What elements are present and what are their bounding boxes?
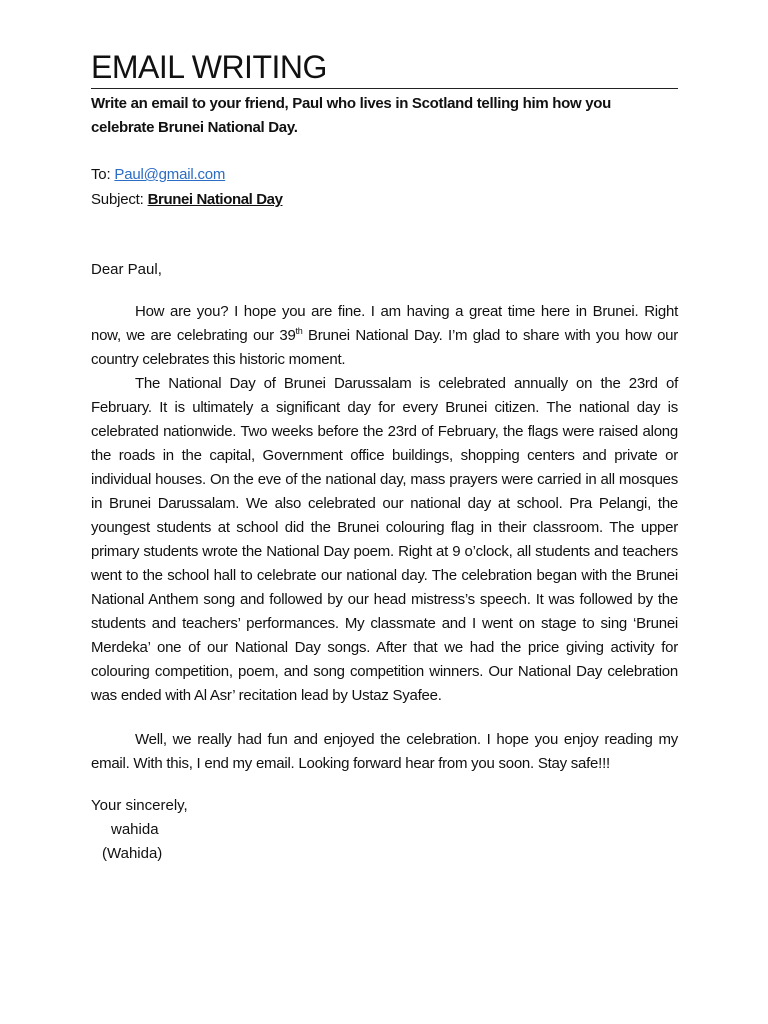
full-name: (Wahida) — [102, 845, 163, 862]
subject-label: Subject: — [91, 191, 148, 208]
document-page — [91, 48, 678, 866]
paragraph-conclusion: Well, we really had fun and enjoyed the celebration. I hope you enjoy reading my email. With this, I end my email. Looking forward hear from you soon. Stay safe!!! — [91, 731, 678, 772]
email-header — [91, 162, 678, 212]
subject-row — [91, 187, 678, 212]
paragraph-celebration: The National Day of Brunei Darussalam is celebrated annually on the 23rd of February. It is ultimately a significant day for every Brunei citizen. The national day is celebrated nationwide. Two weeks before the 23rd of February, the flags were raised along the roads in the capital, Government office buildings, shopping centers and private or individual houses. On the eve of the national day, mass prayers were carried in all mosques in Brunei Darussalam. We also celebrated our national day at school. Pra Pelangi, the youngest students at school did the Brunei colouring flag in their classroom. The upper primary students wrote the National Day poem. Right at 9 o’clock, all students and teachers went to the school hall to celebrate our national day. The celebration began with the Brunei National Anthem song and followed by our head mistress’s speech. It was followed by the students and teachers’ performances. My classmate and I went on stage to sing ‘Brunei Merdeka’ one of our National Day songs. After that we had the price giving activity for colouring competition, poem, and song competition winners. Our National Day celebration was ended with Al Asr’ recitation lead by Ustaz Syafee. — [91, 375, 678, 704]
letter-body — [91, 300, 678, 776]
letter-greeting: Dear Paul, — [91, 261, 162, 278]
paragraph-intro — [91, 300, 678, 372]
ordinal-suffix: th — [295, 326, 303, 336]
to-row — [91, 162, 678, 187]
sign-off: Your sincerely, — [91, 797, 188, 814]
page-title: EMAIL WRITING — [91, 48, 678, 89]
paragraph-intro-end: Brunei National Day. I’m glad to share with you how our country celebrates this historic moment. — [91, 327, 678, 368]
paragraph-intro-start: How are you? I hope you are fine. I am having a great time here in Brunei. Right now, we are celebrating our 39 — [91, 303, 678, 344]
letter-closing — [91, 794, 678, 866]
signature: wahida — [111, 821, 159, 838]
recipient-email-link[interactable]: Paul@gmail.com — [114, 166, 226, 183]
to-label: To: — [91, 166, 115, 183]
task-instruction: Write an email to your friend, Paul who lives in Scotland telling him how you celebrate Brunei National Day. — [91, 95, 612, 136]
subject-value: Brunei National Day — [147, 191, 283, 208]
